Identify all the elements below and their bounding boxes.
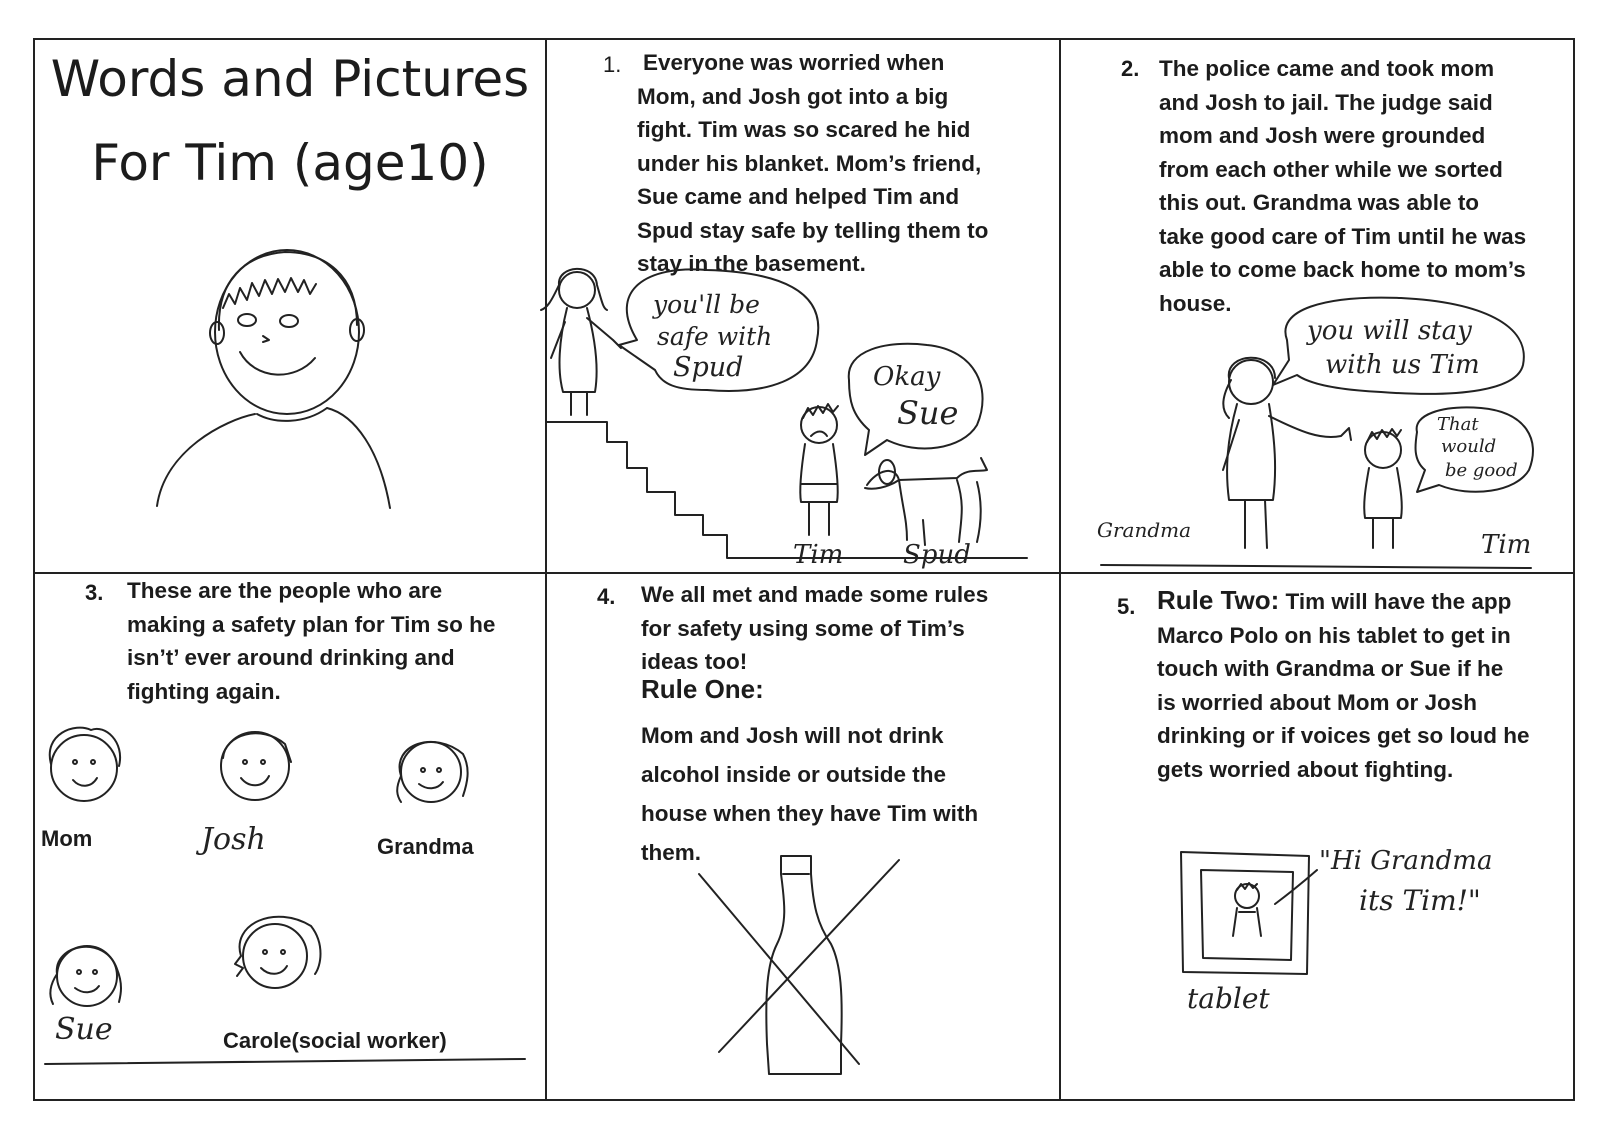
bottom-rule-line <box>45 1059 525 1064</box>
grandma-body <box>1227 404 1275 500</box>
grandma-bubble-line-2: with us Tim <box>1325 350 1480 380</box>
text-line: Sue came and helped Tim and <box>637 184 960 209</box>
panel-4 <box>547 574 1059 1099</box>
label-tablet: tablet <box>1187 982 1270 1015</box>
rule-two-heading: Rule Two: <box>1157 585 1280 615</box>
text-line: this out. Grandma was able to <box>1159 190 1480 215</box>
text-line: mom and Josh were grounded <box>1159 123 1486 148</box>
tim-ear-left <box>210 322 224 344</box>
grandma-face-drawing <box>397 742 467 802</box>
tablet-bubble-line-1: "Hi Grandma <box>1319 846 1493 876</box>
tim-smile <box>240 352 315 375</box>
tim-legs <box>809 502 829 535</box>
label-tim: Tim <box>793 540 844 570</box>
tim-portrait-drawing <box>35 40 545 572</box>
panel-5 <box>1061 574 1573 1099</box>
panel-1 <box>547 40 1059 572</box>
text-line: We all met and made some rules <box>641 582 989 607</box>
label-spud: Spud <box>903 540 971 570</box>
tim-face <box>215 250 359 414</box>
tim-bubble-line-2: Sue <box>897 394 959 432</box>
cross-line-1 <box>699 874 859 1064</box>
tim-bubble-line-1: Okay <box>873 362 941 392</box>
grandma-head <box>1229 360 1273 404</box>
spud-dog <box>865 458 987 545</box>
sue-face-drawing <box>50 946 121 1006</box>
grandma-legs <box>1245 500 1267 548</box>
page-title: Words and Pictures <box>50 50 530 108</box>
text-line: ideas too! <box>641 649 748 674</box>
tim-eye-right <box>280 315 298 327</box>
ground-line <box>1101 565 1531 568</box>
mom-face-drawing <box>50 728 120 801</box>
text-line: house when they have Tim with <box>641 801 979 826</box>
text-line: fighting again. <box>127 678 281 704</box>
text-line: These are the people who are <box>127 578 443 603</box>
tablet-person-body <box>1233 908 1261 936</box>
grandma-arm <box>1223 416 1351 470</box>
text-line: isn’t’ ever around drinking and <box>127 645 455 670</box>
text-line: alcohol inside or outside the <box>641 762 947 787</box>
panel-5-number: 5. <box>1117 594 1136 619</box>
rule-one-heading: Rule One: <box>641 674 764 704</box>
text-line: Mom, and Josh got into a big <box>637 83 949 109</box>
tim-bubble-line-1: That <box>1437 414 1479 435</box>
tim-shoulders <box>157 408 390 508</box>
sue-hair <box>541 269 607 310</box>
panel-4-number: 4. <box>597 584 616 609</box>
label-josh: Josh <box>201 822 266 857</box>
text-line: house. <box>1159 290 1232 316</box>
label-grandma: Grandma <box>377 834 474 859</box>
text-line: for safety using some of Tim’s <box>641 615 965 641</box>
panel-2-number: 2. <box>1121 56 1140 81</box>
text-line: and Josh to jail. The judge said <box>1159 89 1493 115</box>
text-line: under his blanket. Mom’s friend, <box>637 150 982 176</box>
text-line: Marco Polo on his tablet to get in <box>1157 622 1511 648</box>
label-grandma: Grandma <box>1097 518 1192 542</box>
text-line: Mom and Josh will not drink <box>641 723 944 748</box>
label-carole: Carole(social worker) <box>223 1028 447 1053</box>
cross-line-2 <box>719 860 899 1052</box>
small-tim-legs <box>1373 518 1393 548</box>
tim-body <box>800 444 838 502</box>
label-mom: Mom <box>41 826 93 851</box>
label-sue: Sue <box>55 1012 113 1047</box>
text-line: stay in the basement. <box>637 251 866 276</box>
sue-head <box>559 272 595 308</box>
text-line: touch with Grandma or Sue if he <box>1157 656 1504 681</box>
tablet-bubble-line-2: its Tim!" <box>1359 884 1481 917</box>
panel-2 <box>1061 40 1573 572</box>
panel-2-drawing <box>1061 40 1573 572</box>
speech-pointer <box>1275 870 1317 904</box>
text-line: Everyone was worried when <box>643 50 945 75</box>
carole-face-drawing <box>235 917 321 988</box>
panel-1-drawing <box>547 40 1059 572</box>
text-line-rest: Tim will have the app <box>1279 589 1512 614</box>
sue-bubble-line-1: you'll be <box>653 290 760 319</box>
text-line: gets worried about fighting. <box>1157 756 1454 782</box>
text-line: Spud stay safe by telling them to <box>637 217 989 243</box>
tim-eye-left <box>238 314 256 326</box>
crossed-bottle-drawing <box>547 574 1059 1099</box>
page-subtitle: For Tim (age10) <box>91 134 489 192</box>
tim-bubble-line-3: be good <box>1445 460 1518 481</box>
grandma-bubble-line-1: you will stay <box>1307 316 1472 346</box>
text-line: The police came and took mom <box>1159 56 1495 81</box>
text-line: making a safety plan for Tim so he <box>127 611 496 637</box>
tim-bubble-line-2: would <box>1441 436 1497 457</box>
label-tim: Tim <box>1481 530 1532 560</box>
text-line: drinking or if voices get so loud he <box>1157 723 1530 748</box>
text-line: take good care of Tim until he was <box>1159 223 1527 249</box>
text-line: from each other while we sorted <box>1159 156 1503 182</box>
josh-face-drawing <box>221 732 291 800</box>
text-line: able to come back home to mom’s <box>1159 257 1526 282</box>
bottle-outline <box>766 856 841 1074</box>
small-tim-body <box>1364 468 1402 518</box>
panel-1-number: 1. <box>603 52 622 77</box>
text-line: them. <box>641 840 702 865</box>
sue-bubble-line-3: Spud <box>673 352 744 383</box>
title-panel <box>35 40 545 572</box>
sue-bubble-line-2: safe with <box>657 322 773 351</box>
tablet-drawing <box>1061 574 1573 1099</box>
tim-hair <box>219 252 357 330</box>
panel-3-number: 3. <box>85 580 104 605</box>
tim-frown <box>811 432 827 437</box>
text-line: fight. Tim was so scared he hid <box>637 117 971 142</box>
sue-legs <box>571 392 587 415</box>
tim-nose <box>263 336 269 342</box>
panel-3 <box>35 574 545 1099</box>
text-line: is worried about Mom or Josh <box>1157 689 1478 715</box>
